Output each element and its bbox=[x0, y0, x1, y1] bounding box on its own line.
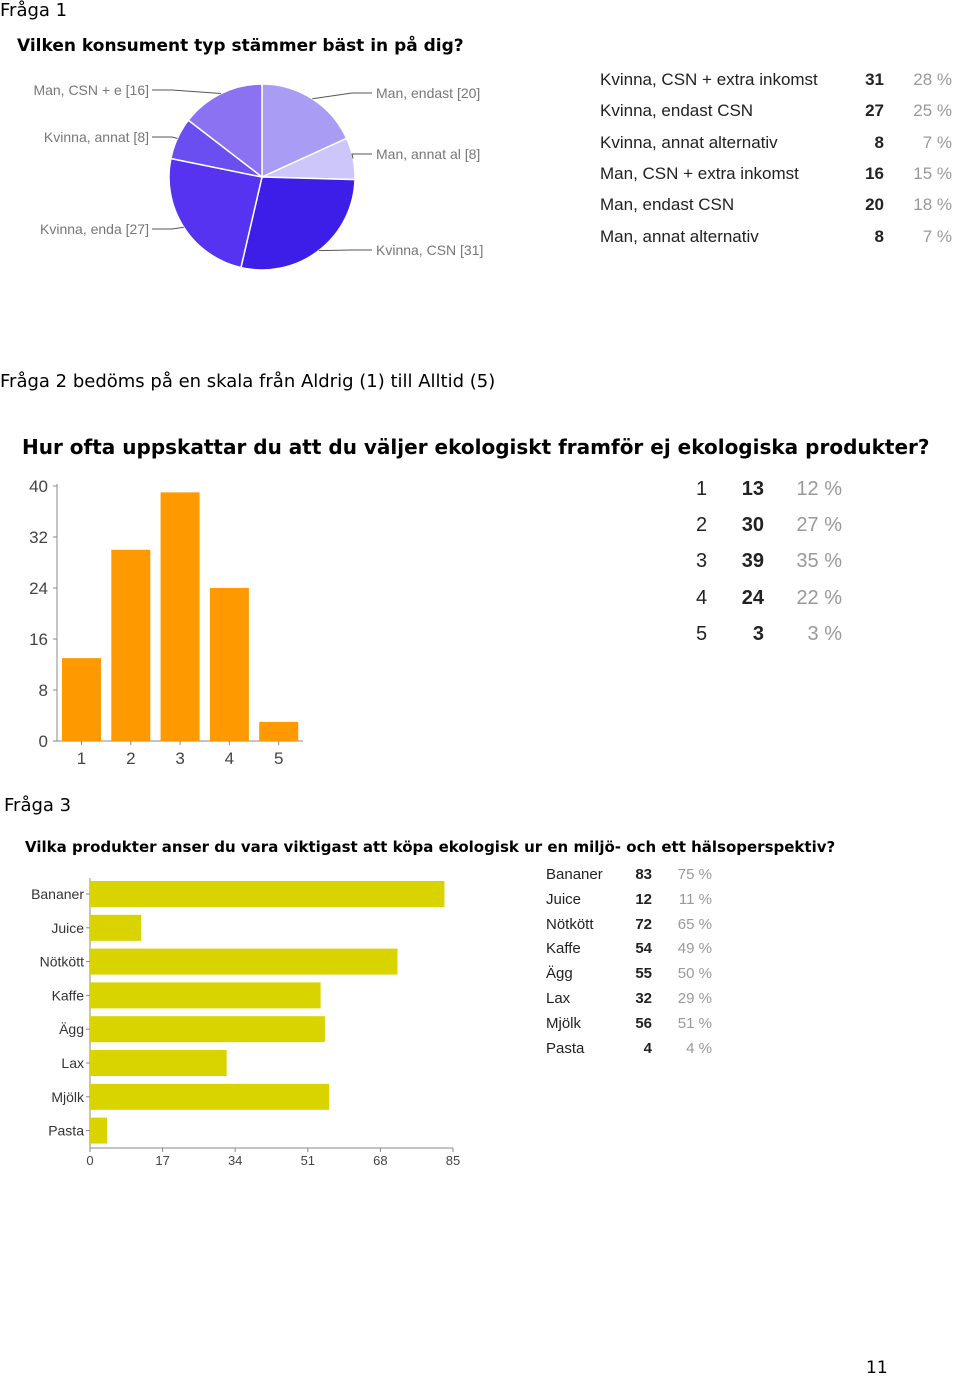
q1-row-count: 8 bbox=[874, 132, 884, 152]
q1-row-count: 31 bbox=[865, 70, 884, 89]
q3-y-tick-label: Ägg bbox=[59, 1021, 84, 1038]
q3-chart-title: Vilka produkter anser du vara viktigast att köpa ekologisk ur en miljö- och ett hälsoperspektiv? bbox=[25, 838, 836, 856]
q2-x-tick-label: 2 bbox=[126, 749, 136, 768]
q3-row-percent: 29 % bbox=[677, 990, 712, 1007]
pie-callout-label: Kvinna, CSN [31] bbox=[376, 242, 484, 258]
q1-row-percent: 25 % bbox=[913, 101, 952, 121]
q3-table-row bbox=[546, 916, 736, 936]
q2-x-tick-label: 3 bbox=[175, 749, 185, 768]
q3-x-tick-label: 68 bbox=[373, 1153, 388, 1168]
q1-row-percent: 7 % bbox=[922, 132, 952, 152]
q2-row-percent: 27 % bbox=[796, 514, 842, 537]
q3-row-count: 72 bbox=[635, 915, 652, 933]
q3-y-tick-label: Lax bbox=[61, 1055, 84, 1071]
q1-row-count: 27 bbox=[865, 101, 884, 121]
pie-callout-label: Man, annat al [8] bbox=[376, 146, 481, 162]
q3-row-label: Mjölk bbox=[546, 1014, 582, 1032]
q3-y-tick-label: Juice bbox=[51, 919, 84, 936]
q3-table-row bbox=[546, 891, 736, 911]
q3-row-percent: 50 % bbox=[677, 965, 712, 983]
q2-row-percent: 35 % bbox=[796, 550, 842, 573]
q3-row-label: Juice bbox=[546, 890, 582, 908]
q2-row-label: 1 bbox=[696, 478, 708, 500]
q3-row-count: 83 bbox=[635, 866, 652, 883]
q1-row-count: 16 bbox=[865, 163, 884, 183]
q2-y-tick-label: 24 bbox=[29, 579, 48, 598]
q2-row-count: 30 bbox=[741, 514, 764, 537]
q2-x-tick-label: 4 bbox=[224, 749, 235, 768]
q3-bar bbox=[90, 1118, 107, 1144]
q2-row-count: 39 bbox=[741, 550, 764, 573]
q1-row-label: Kvinna, CSN + extra inkomst bbox=[600, 70, 818, 89]
q3-y-tick-label: Bananer bbox=[31, 886, 84, 902]
q3-row-percent: 51 % bbox=[677, 1014, 712, 1032]
q2-row-count: 13 bbox=[741, 478, 764, 500]
q3-row-percent: 49 % bbox=[677, 940, 712, 958]
pie-callout-label: Kvinna, annat [8] bbox=[43, 129, 149, 145]
heading-fraga-3: Fråga 3 bbox=[4, 795, 72, 816]
q1-row-label: Man, endast CSN bbox=[600, 195, 735, 215]
q3-bar bbox=[90, 982, 321, 1008]
q1-row-percent: 15 % bbox=[913, 163, 952, 183]
q3-x-tick-label: 34 bbox=[227, 1153, 243, 1168]
pie-callout-label: Man, CSN + e [16] bbox=[33, 82, 149, 98]
q3-row-percent: 11 % bbox=[678, 890, 712, 908]
q2-x-tick-label: 1 bbox=[76, 749, 87, 768]
q3-data-table bbox=[546, 866, 736, 1066]
q3-row-label: Nötkött bbox=[546, 915, 594, 933]
q3-bar bbox=[90, 949, 397, 975]
q3-bar bbox=[90, 1050, 227, 1076]
q2-row-count: 24 bbox=[741, 586, 764, 609]
q3-row-percent: 75 % bbox=[677, 866, 712, 883]
q3-y-tick-label: Kaffe bbox=[51, 987, 84, 1004]
q3-x-tick-label: 51 bbox=[300, 1153, 316, 1168]
q3-row-count: 12 bbox=[635, 890, 652, 908]
q3-y-tick-label: Mjölk bbox=[51, 1088, 84, 1105]
q2-row-count: 3 bbox=[752, 622, 764, 645]
q3-row-count: 32 bbox=[635, 990, 652, 1007]
q3-row-count: 54 bbox=[635, 940, 652, 958]
q2-chart-title: Hur ofta uppskattar du att du väljer ekologiskt framför ej ekologiska produkter? bbox=[22, 435, 930, 459]
q2-row-percent: 22 % bbox=[796, 586, 842, 609]
q2-y-tick-label: 32 bbox=[29, 528, 48, 547]
q1-row-percent: 18 % bbox=[913, 195, 952, 215]
q3-row-label: Bananer bbox=[546, 866, 603, 883]
q2-row-percent: 3 % bbox=[807, 622, 842, 645]
q3-row-percent: 65 % bbox=[677, 915, 712, 933]
q2-row-label: 2 bbox=[696, 514, 708, 537]
q2-row-label: 3 bbox=[696, 550, 708, 573]
q1-row-label: Kvinna, annat alternativ bbox=[600, 132, 778, 152]
q3-table-row bbox=[546, 1040, 736, 1060]
heading-fraga-2: Fråga 2 bedöms på en skala från Aldrig (1) till Alltid (5) bbox=[0, 371, 496, 392]
q1-row-label: Man, annat alternativ bbox=[600, 226, 759, 246]
pie-callout-label: Man, endast [20] bbox=[376, 85, 481, 101]
q1-row-percent: 28 % bbox=[913, 70, 952, 89]
q3-bar bbox=[90, 915, 141, 941]
q1-chart-title: Vilken konsument typ stämmer bäst in på dig? bbox=[17, 36, 464, 56]
q2-x-tick-label: 5 bbox=[273, 749, 284, 768]
q3-table-row bbox=[546, 990, 736, 1010]
q2-y-tick-label: 40 bbox=[29, 477, 48, 496]
page-number: 11 bbox=[866, 1358, 888, 1378]
heading-fraga-1: Fråga 1 bbox=[0, 0, 68, 21]
q3-row-label: Pasta bbox=[546, 1039, 585, 1057]
q3-y-tick-label: Nötkött bbox=[39, 953, 84, 970]
q3-row-count: 4 bbox=[643, 1039, 652, 1057]
q2-row-label: 5 bbox=[696, 622, 708, 645]
q2-row-percent: 12 % bbox=[796, 478, 842, 500]
q2-row-label: 4 bbox=[696, 586, 708, 609]
q3-table-row bbox=[546, 940, 736, 960]
q1-row-count: 8 bbox=[874, 226, 884, 246]
q1-row-percent: 7 % bbox=[922, 226, 952, 246]
q1-row-label: Kvinna, endast CSN bbox=[600, 101, 754, 121]
q2-y-tick-label: 8 bbox=[38, 681, 48, 700]
q2-y-tick-label: 16 bbox=[29, 630, 48, 649]
q1-row-label: Man, CSN + extra inkomst bbox=[600, 163, 799, 183]
q3-row-count: 56 bbox=[635, 1014, 652, 1032]
q1-row-count: 20 bbox=[865, 195, 884, 215]
q3-bar bbox=[90, 1084, 329, 1110]
q3-row-percent: 4 % bbox=[686, 1039, 712, 1057]
q3-x-tick-label: 0 bbox=[86, 1153, 94, 1168]
q2-y-tick-label: 0 bbox=[38, 732, 48, 751]
q3-table-row bbox=[546, 1015, 736, 1035]
q3-x-tick-label: 85 bbox=[445, 1153, 461, 1168]
q3-y-tick-label: Pasta bbox=[48, 1122, 84, 1139]
q3-bar bbox=[90, 881, 444, 907]
q3-row-count: 55 bbox=[635, 965, 652, 983]
q3-row-label: Kaffe bbox=[546, 940, 581, 958]
q3-table-row bbox=[546, 866, 736, 886]
q3-table-row bbox=[546, 965, 736, 985]
q3-x-tick-label: 17 bbox=[155, 1153, 170, 1168]
pie-callout-label: Kvinna, enda [27] bbox=[40, 221, 149, 237]
q3-bar bbox=[90, 1016, 325, 1042]
q3-row-label: Ägg bbox=[546, 965, 573, 983]
q3-row-label: Lax bbox=[546, 990, 571, 1007]
